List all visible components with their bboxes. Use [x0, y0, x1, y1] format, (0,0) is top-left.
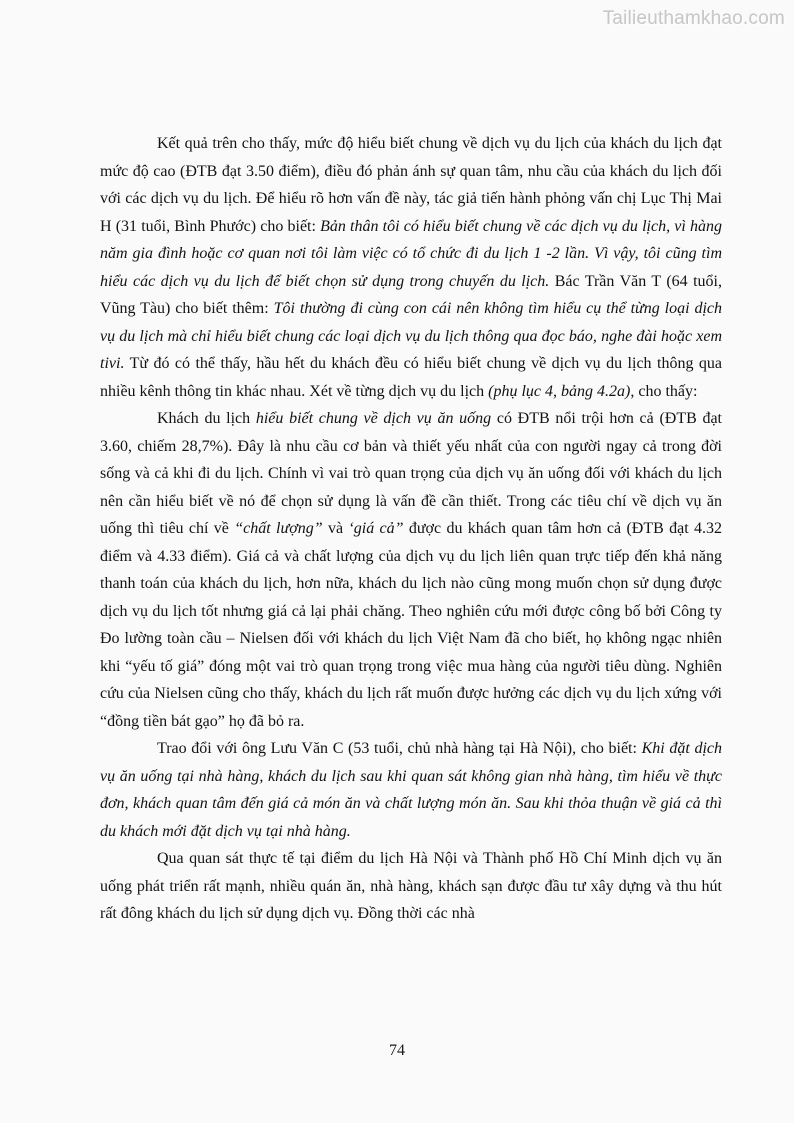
watermark-text: Tailieuthamkhao.com: [602, 8, 785, 29]
page-number: 74: [389, 1042, 405, 1059]
paragraph-1: Kết quả trên cho thấy, mức độ hiểu biết chung về dịch vụ du lịch của khách du lịch đạt mức độ cao (ĐTB đạt 3.50 điểm), điều đó phản ánh sự quan tâm, nhu cầu của khách du lịch đối với các dịch vụ du lịch. Để hiểu rõ hơn vấn đề này, tác giả tiến hành phỏng vấn chị Lục Thị Mai H (31 tuổi, Bình Phước) cho biết: Bản thân tôi có hiểu biết chung về các dịch vụ du lịch, vì hàng năm gia đình hoặc cơ quan nơi tôi làm việc có tổ chức đi du lịch 1 -2 lần. Vì vậy, tôi cũng tìm hiểu các dịch vụ du lịch để biết chọn sử dụng trong chuyến du lịch. Bác Trần Văn T (64 tuổi, Vũng Tàu) cho biết thêm: Tôi thường đi cùng con cái nên không tìm hiểu cụ thể từng loại dịch vụ du lịch mà chỉ hiểu biết chung các loại dịch vụ du lịch thông qua đọc báo, nghe đài hoặc xem tivi. Từ đó có thể thấy, hầu hết du khách đều có hiểu biết chung về dịch vụ du lịch thông qua nhiều kênh thông tin khác nhau. Xét về từng dịch vụ du lịch (phụ lục 4, bảng 4.2a), cho thấy:: [100, 135, 723, 400]
paragraph-3: Trao đổi với ông Lưu Văn C (53 tuổi, chủ nhà hàng tại Hà Nội), cho biết: Khi đặt dịch vụ ăn uống tại nhà hàng, khách du lịch sau khi quan sát không gian nhà hàng, tìm hiểu về thực đơn, khách quan tâm đến giá cả món ăn và chất lượng món ăn. Sau khi thỏa thuận về giá cả thì du khách mới đặt dịch vụ tại nhà hàng.: [100, 740, 723, 840]
document-body: [100, 130, 722, 928]
paragraph-4: Qua quan sát thực tế tại điểm du lịch Hà Nội và Thành phố Hồ Chí Minh dịch vụ ăn uống phát triển rất mạnh, nhiều quán ăn, nhà hàng, khách sạn được đầu tư xây dựng và thu hút rất đông khách du lịch sử dụng dịch vụ. Đồng thời các nhà: [100, 850, 722, 922]
paragraph-2: Khách du lịch hiểu biết chung về dịch vụ ăn uống có ĐTB nổi trội hơn cả (ĐTB đạt 3.60, chiếm 28,7%). Đây là nhu cầu cơ bản và thiết yếu nhất của con người ngay cả trong đời sống và cả khi đi du lịch. Chính vì vai trò quan trọng của dịch vụ ăn uống đối với khách du lịch nên cần hiểu biết về nó để chọn sử dụng là vấn đề cần thiết. Trong các tiêu chí về dịch vụ ăn uống thì tiêu chí về “chất lượng” và ‘giá cả” được du khách quan tâm hơn cả (ĐTB đạt 4.32 điểm và 4.33 điểm). Giá cả và chất lượng của dịch vụ du lịch liên quan trực tiếp đến khả năng thanh toán của khách du lịch, hơn nữa, khách du lịch nào cũng mong muốn chọn sử dụng được dịch vụ du lịch tốt nhưng giá cả lại phải chăng. Theo nghiên cứu mới được công bố bởi Công ty Đo lường toàn cầu – Nielsen đối với khách du lịch Việt Nam đã cho biết, họ không ngạc nhiên khi “yếu tố giá” đóng một vai trò quan trọng trong việc mua hàng của người tiêu dùng. Nghiên cứu của Nielsen cũng cho thấy, khách du lịch rất muốn được hưởng các dịch vụ du lịch xứng với “đồng tiền bát gạo” họ đã bỏ ra.: [100, 410, 723, 730]
